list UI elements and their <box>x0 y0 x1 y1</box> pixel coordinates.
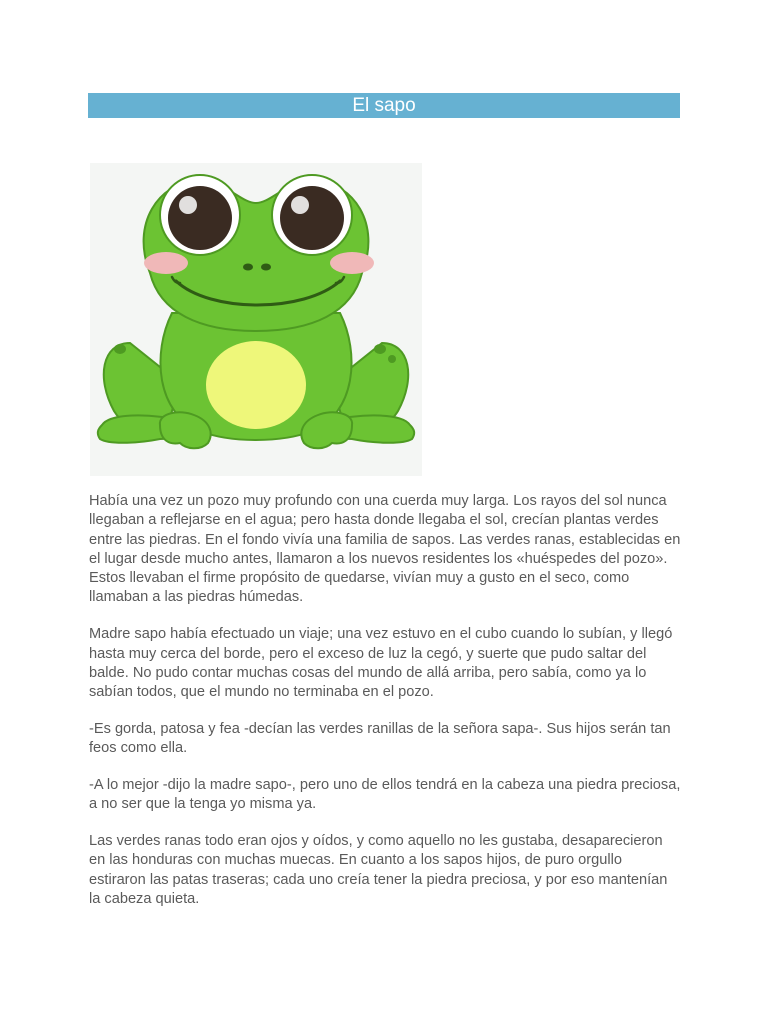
paragraph: Madre sapo había efectuado un viaje; una vez estuvo en el cubo cuando lo subían, y llegó hasta muy cerca del borde, pero el exceso de luz la cegó, y suerte que pudo saltar del balde. No pudo contar muchas cosas del mundo de allá arriba, pero sabía, como ya lo sabían todos, que el mundo no terminaba en el pozo. <box>89 626 673 701</box>
story-text <box>89 492 681 927</box>
right-cheek <box>330 252 374 274</box>
paragraph: Había una vez un pozo muy profundo con una cuerda muy larga. Los rayos del sol nunca llegaban a reflejarse en el agua; pero hasta donde llegaba el sol, crecían plantas verdes entre las piedras. En el fondo vivía una familia de sapos. Las verdes ranas, establecidas en el lugar desde mucho antes, llamaron a los nuevos residentes los «huéspedes del pozo». Estos llevaban el firme propósito de quedarse, vivían muy a gusto en el seco, como llamaban a las piedras húmedas. <box>89 493 681 606</box>
nostril <box>243 264 253 271</box>
paragraph: Las verdes ranas todo eran ojos y oídos, y como aquello no les gustaba, desaparecieron en las honduras con muchas muecas. En cuanto a los sapos hijos, de puro orgullo estiraron las patas traseras; cada uno creía tener la piedra preciosa, y por eso mantenían la cabeza quieta. <box>89 833 668 908</box>
leg-spot <box>388 355 396 363</box>
frog-illustration <box>90 163 422 476</box>
paragraph: -A lo mejor -dijo la madre sapo-, pero uno de ellos tendrá en la cabeza una piedra preciosa, a no ser que la tenga yo misma ya. <box>89 777 681 813</box>
frog-belly <box>206 341 306 429</box>
page-title: El sapo <box>88 93 680 118</box>
leg-spot <box>114 344 126 354</box>
paragraph: -Es gorda, patosa y fea -decían las verdes ranillas de la señora sapa-. Sus hijos serán tan feos como ella. <box>89 720 671 757</box>
leg-spot <box>374 344 386 354</box>
nostril <box>261 264 271 271</box>
right-pupil <box>280 186 344 250</box>
frog-image <box>90 163 422 476</box>
left-pupil <box>168 186 232 250</box>
left-cheek <box>144 252 188 274</box>
